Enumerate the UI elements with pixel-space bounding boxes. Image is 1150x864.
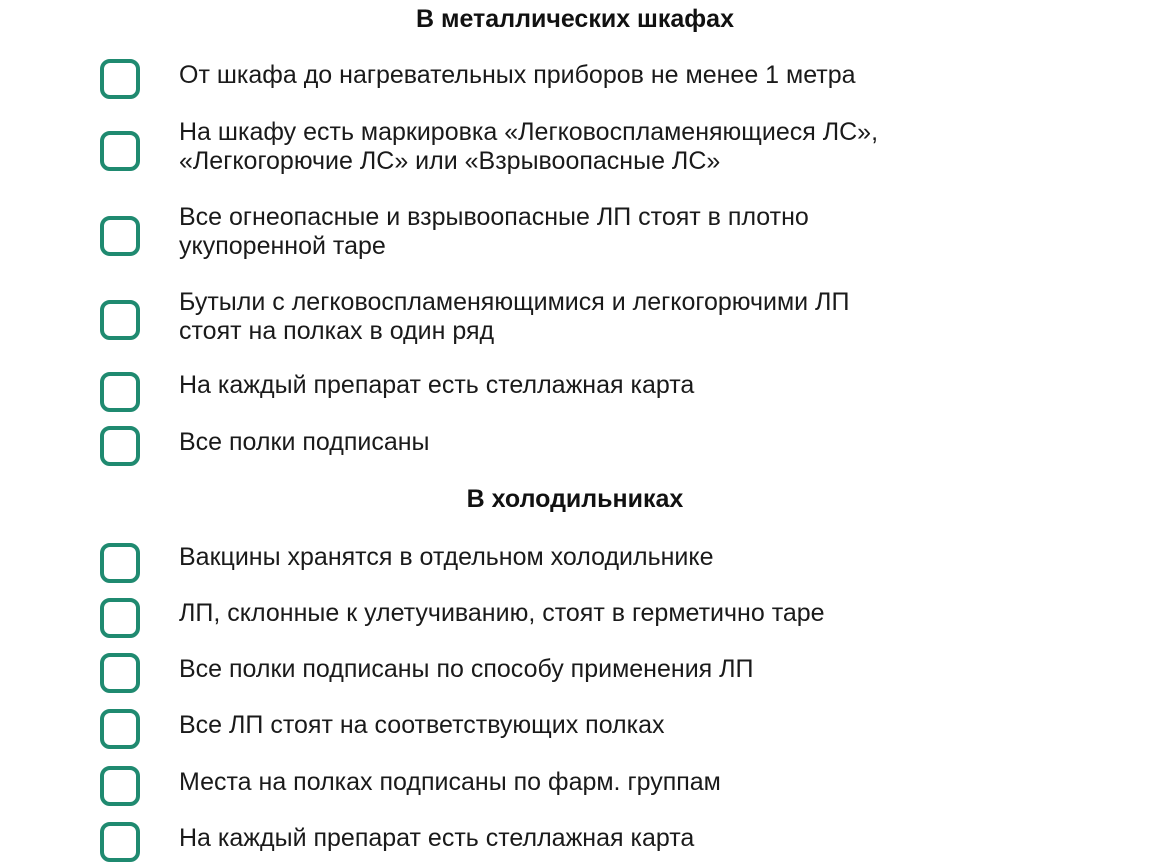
checklist-item-label: Вакцины хранятся в отдельном холодильнике: [179, 543, 714, 571]
checkbox-icon[interactable]: [100, 300, 140, 340]
checklist-item-label: Все огнеопасные и взрывоопасные ЛП стоят в плотно укупоренной таре: [179, 203, 809, 260]
checklist-item-label: Все полки подписаны: [179, 428, 430, 456]
checklist-item-label: На каждый препарат есть стеллажная карта: [179, 824, 695, 852]
checkbox-icon[interactable]: [100, 543, 140, 583]
checklist-item-label: От шкафа до нагревательных приборов не менее 1 метра: [179, 61, 856, 89]
checklist-item-label: На шкафу есть маркировка «Легковоспламеняющиеся ЛС», «Легкогорючие ЛС» или «Взрывоопасные ЛС»: [179, 118, 879, 175]
checkbox-icon[interactable]: [100, 598, 140, 638]
checklist-item-label: ЛП, склонные к улетучиванию, стоят в герметично таре: [179, 599, 825, 627]
checkbox-icon[interactable]: [100, 131, 140, 171]
checkbox-icon[interactable]: [100, 653, 140, 693]
checkbox-icon[interactable]: [100, 216, 140, 256]
section-heading-metal-cabinets: В металлических шкафах: [415, 5, 734, 33]
checkbox-icon[interactable]: [100, 372, 140, 412]
checkbox-icon[interactable]: [100, 709, 140, 749]
checklist-item-label: Все полки подписаны по способу применения ЛП: [179, 655, 754, 683]
checklist-item-label: Бутыли с легковоспламеняющимися и легкогорючими ЛП стоят на полках в один ряд: [179, 288, 850, 345]
checkbox-icon[interactable]: [100, 426, 140, 466]
checkbox-icon[interactable]: [100, 59, 140, 99]
checkbox-icon[interactable]: [100, 766, 140, 806]
section-heading-refrigerators: В холодильниках: [466, 485, 684, 513]
checklist-item-label: На каждый препарат есть стеллажная карта: [179, 371, 695, 399]
checklist-item-label: Места на полках подписаны по фарм. группам: [179, 768, 721, 796]
checkbox-icon[interactable]: [100, 822, 140, 862]
checklist-item-label: Все ЛП стоят на соответствующих полках: [179, 711, 665, 739]
